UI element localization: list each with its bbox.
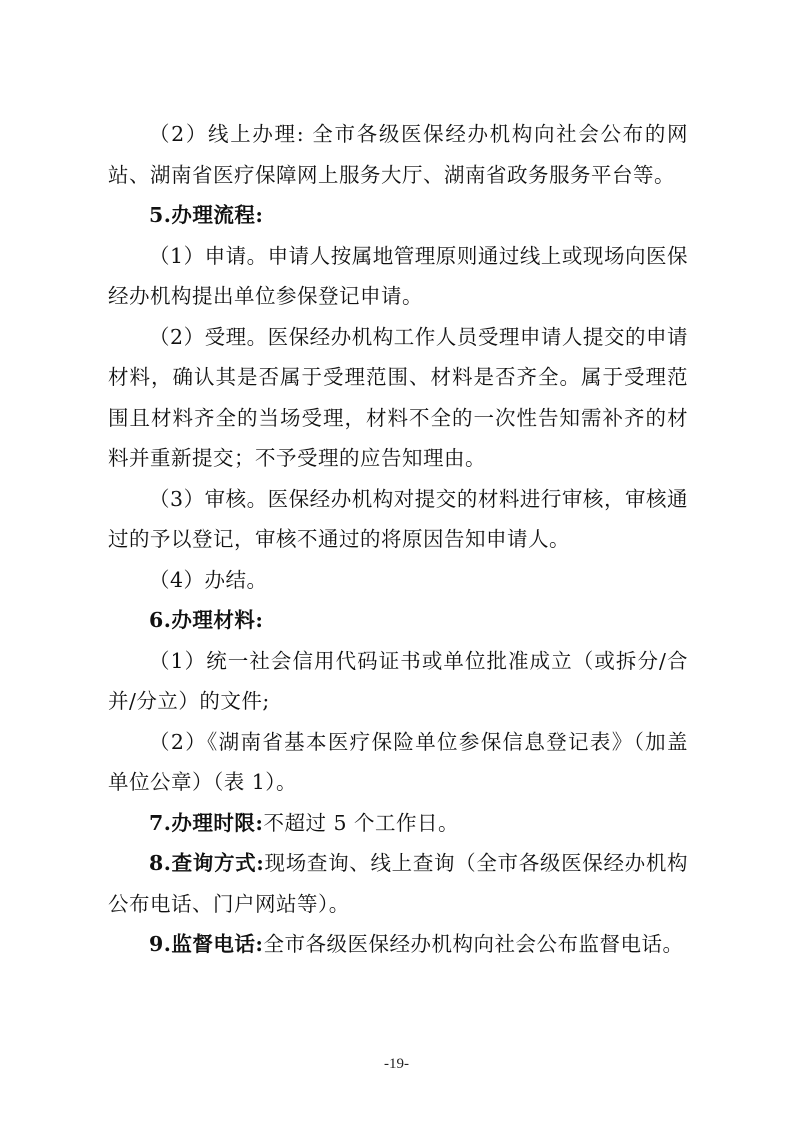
paragraph-text: （1）统一社会信用代码证书或单位批准成立（或拆分/合并/分立）的文件; (108, 648, 688, 713)
heading-label: 9.监督电话: (149, 932, 264, 956)
paragraph-material-1 (108, 641, 688, 722)
document-body (108, 114, 688, 965)
heading-label: 6.办理材料: (149, 608, 264, 632)
paragraph-accept (108, 317, 688, 479)
paragraph-text: 不超过 5 个工作日。 (263, 810, 460, 835)
heading-materials (108, 600, 688, 641)
paragraph-text: （4）办结。 (149, 567, 268, 592)
paragraph-complete (108, 560, 688, 601)
paragraph-online-handling (108, 114, 688, 195)
heading-process (108, 195, 688, 236)
heading-label: 5.办理流程: (149, 203, 264, 227)
paragraph-apply (108, 236, 688, 317)
heading-label: 7.办理时限: (149, 810, 264, 835)
paragraph-text: （1）申请。申请人按属地管理原则通过线上或现场向医保经办机构提出单位参保登记申请。 (108, 243, 688, 308)
paragraph-text: （2）《湖南省基本医疗保险单位参保信息登记表》（加盖单位公章）（表 1）。 (108, 729, 688, 794)
heading-label: 8.查询方式: (149, 851, 265, 875)
paragraph-query-method (108, 843, 688, 924)
paragraph-time-limit (108, 803, 688, 844)
paragraph-text: （3）审核。医保经办机构对提交的材料进行审核，审核通过的予以登记，审核不通过的将原因告知申请人。 (108, 486, 688, 551)
page-number: -19- (384, 1056, 409, 1072)
paragraph-material-2 (108, 722, 688, 803)
paragraph-text: （2）受理。医保经办机构工作人员受理申请人提交的申请材料，确认其是否属于受理范围、材料是否齐全。属于受理范围且材料齐全的当场受理，材料不全的一次性告知需补齐的材料并重新提交；不予受理的应告知理由。 (108, 324, 688, 470)
paragraph-text: （2）线上办理: 全市各级医保经办机构向社会公布的网站、湖南省医疗保障网上服务大厅、湖南省政务服务平台等。 (108, 122, 688, 187)
paragraph-review (108, 479, 688, 560)
paragraph-supervision-phone (108, 924, 688, 965)
paragraph-text: 全市各级医保经办机构向社会公布监督电话。 (263, 932, 684, 956)
paragraph-text: 现场查询、线上查询（全市各级医保经办机构公布电话、门户网站等）。 (108, 851, 688, 916)
